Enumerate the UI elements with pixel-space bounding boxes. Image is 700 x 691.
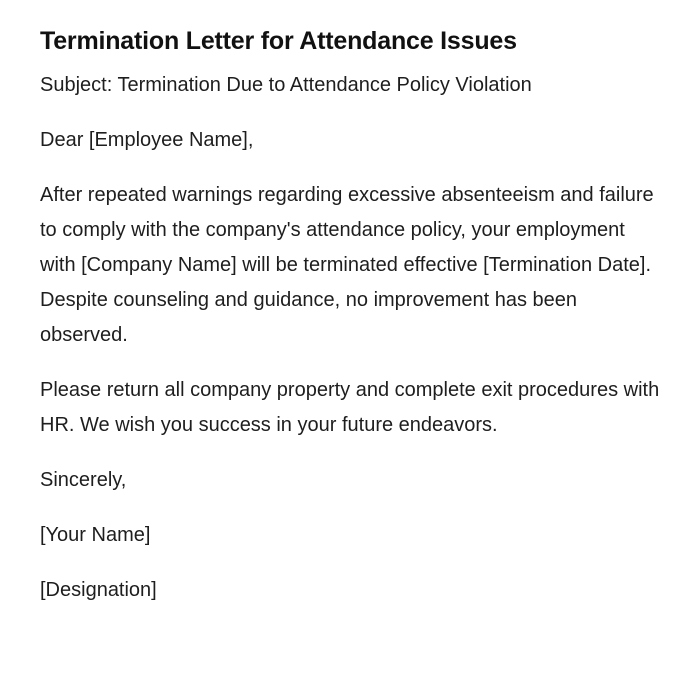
- letter-greeting: Dear [Employee Name],: [40, 129, 254, 151]
- letter-body-paragraph: Please return all company property and complete exit procedures with HR. We wish you success in your future endeavors.: [40, 379, 660, 436]
- letter-subject: Subject: Termination Due to Attendance Policy Violation: [40, 74, 532, 96]
- letter-body-paragraph: After repeated warnings regarding excessive absenteeism and failure to comply with the company's attendance policy, your employment with [Company Name] will be terminated effective [Termination Date]. Despite counseling and guidance, no improvement has been observed.: [40, 184, 654, 346]
- signature-name: [Your Name]: [40, 524, 151, 546]
- letter-title: Termination Letter for Attendance Issues: [40, 27, 517, 55]
- letter-closing: Sincerely,: [40, 469, 127, 491]
- signature-designation: [Designation]: [40, 579, 157, 601]
